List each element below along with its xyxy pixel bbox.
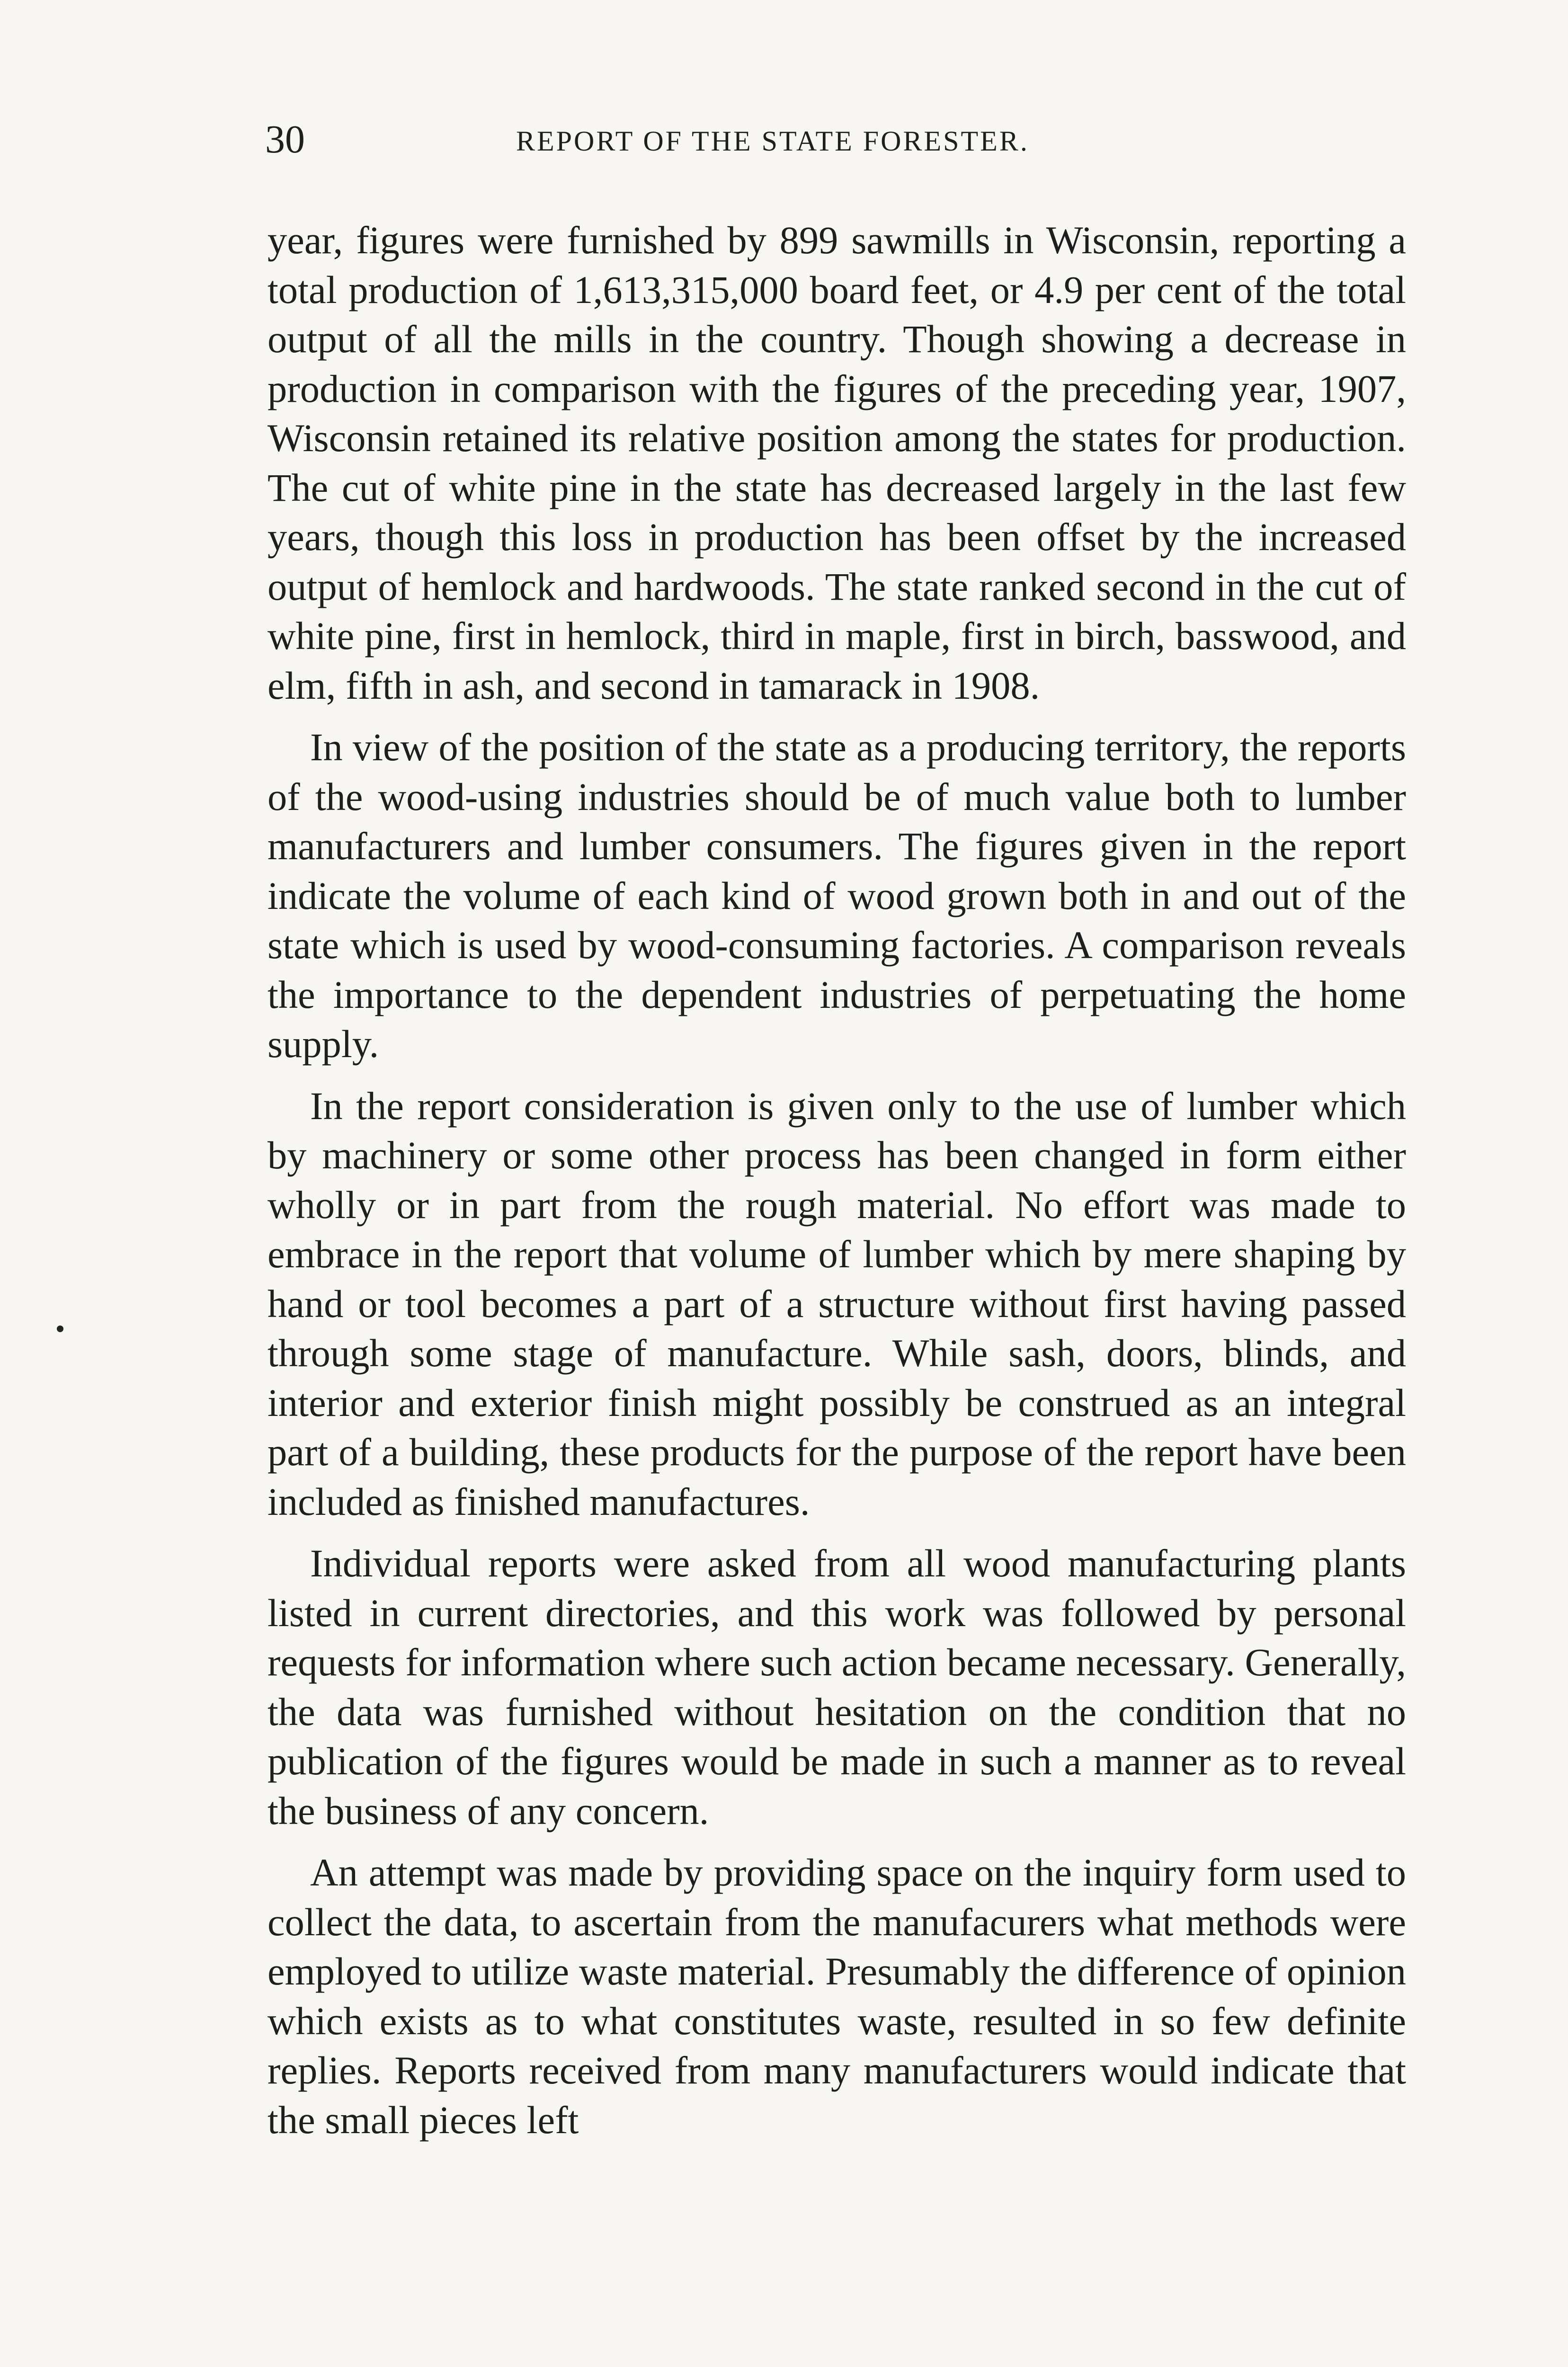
running-head: REPORT OF THE STATE FORESTER. — [516, 125, 1029, 157]
page-header — [265, 118, 1411, 161]
page-number: 30 — [265, 117, 305, 161]
body-text — [267, 215, 1406, 2157]
paragraph-4: Individual reports were asked from all wood manufacturing plants listed in current directories, and this work was followed by personal requests for information where such action became necessary. Generally, the data was furnished without hesitation on the condition that no publication of the figures would be made in such a manner as to reveal the business of any concern. — [267, 1541, 1406, 1833]
paragraph-5: An attempt was made by providing space on the inquiry form used to collect the data, to ascertain from the manufacurers what methods were employed to utilize waste material. Presumably the difference of opinion which exists as to what constitutes waste, resulted in so few definite replies. Reports received from many manufacturers would indicate that the small pieces left — [267, 1851, 1406, 2142]
stray-ink-mark — [57, 1326, 63, 1332]
paragraph-2: In view of the position of the state as a producing territory, the reports of the wood-using industries should be of much value both to lumber manufacturers and lumber consumers. The figures given in the report indicate the volume of each kind of wood grown both in and out of the state which is used by wood-consuming factories. A comparison reveals the importance to the dependent industries of perpetuating the home supply. — [267, 725, 1406, 1066]
paragraph-3: In the report consideration is given only to the use of lumber which by machinery or some other process has been changed in form either wholly or in part from the rough material. No effort was made to embrace in the report that volume of lumber which by mere shaping by hand or tool becomes a part of a structure without first having passed through some stage of manufacture. While sash, doors, blinds, and interior and exterior finish might possibly be construed as an integral part of a building, these products for the purpose of the report have been included as finished manufactures. — [267, 1084, 1406, 1523]
paragraph-1: year, figures were furnished by 899 sawmills in Wisconsin, reporting a total production of 1,613,315,000 board feet, or 4.9 per cent of the total output of all the mills in the country. Though showing a decrease in production in comparison with the figures of the preceding year, 1907, Wisconsin retained its relative position among the states for production. The cut of white pine in the state has decreased largely in the last few years, though this loss in production has been offset by the increased output of hemlock and hardwoods. The state ranked second in the cut of white pine, first in hemlock, third in maple, first in birch, basswood, and elm, fifth in ash, and second in tamarack in 1908. — [267, 218, 1406, 707]
